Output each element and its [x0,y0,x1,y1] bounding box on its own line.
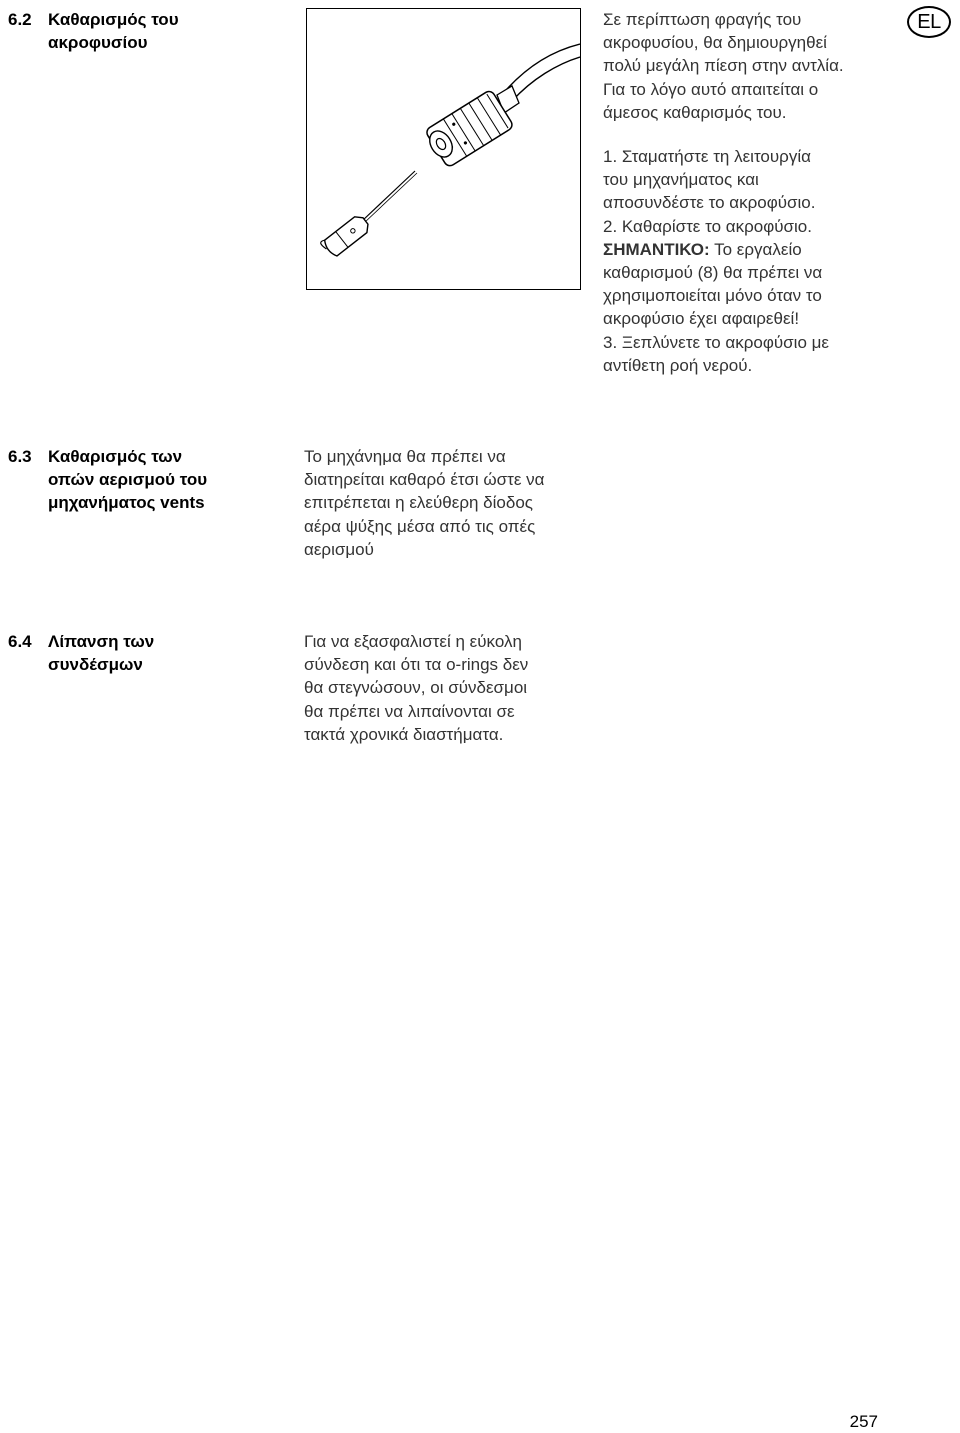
text-line: θα πρέπει να λιπαίνονται σε [304,701,515,721]
title-line: Καθαρισμός του [48,10,179,29]
step-line: αποσυνδέστε το ακροφύσιο. [603,193,816,213]
section-title [48,445,248,514]
step-line: 3. Ξεπλύνετε το ακροφύσιο με [603,332,829,352]
step-line: του μηχανήματος και [603,170,759,190]
text-line: επιτρέπεται η ελεύθερη δίοδος [304,493,533,513]
step-line: ακροφύσιο έχει αφαιρεθεί! [603,309,800,329]
text-line: αέρα ψύξης μέσα από τις οπές [304,516,536,536]
title-line: μηχανήματος vents [48,493,205,512]
step-line: αντίθετη ροή νερού. [603,355,753,375]
section-6-4-body [304,630,624,746]
section-title [48,8,248,54]
section-6-3-body [304,445,624,561]
step-line: 1. Σταματήστε τη λειτουργία [603,147,811,166]
section-title [48,630,248,676]
title-line: οπών αερισμού του [48,470,208,489]
text-line: διατηρείται καθαρό έτσι ώστε να [304,470,545,490]
title-line: συνδέσμων [48,655,143,674]
section-6-2-intro [603,8,903,124]
nozzle-cleaning-figure [306,8,581,290]
text-line: πολύ μεγάλη πίεση στην αντλία. [603,56,844,76]
text-line: σύνδεση και ότι τα o-rings δεν [304,655,529,675]
step-line: καθαρισμού (8) θα πρέπει να [603,263,823,283]
section-number: 6.3 [8,447,32,466]
important-text: Το εργαλείο [709,239,802,259]
language-badge: EL [907,6,951,38]
text-line: ακροφυσίου, θα δημιουργηθεί [603,33,827,53]
text-line: άμεσος καθαρισμός του. [603,102,787,122]
section-number: 6.2 [8,10,32,29]
text-line: Το μηχάνημα θα πρέπει να [304,447,506,466]
title-line: Λίπανση των [48,632,155,651]
nozzle-illustration [307,9,580,289]
title-line: Καθαρισμός των [48,447,183,466]
step-line: χρησιμοποιείται μόνο όταν το [603,286,822,306]
important-label: ΣΗΜΑΝΤΙΚΟ: [603,239,710,259]
section-6-2-steps [603,145,933,377]
section-number: 6.4 [8,632,32,651]
text-line: Σε περίπτωση φραγής του [603,10,802,29]
text-line: θα στεγνώσουν, οι σύνδεσμοι [304,678,528,698]
text-line: αερισμού [304,539,374,559]
step-line: 2. Καθαρίστε το ακροφύσιο. [603,216,812,236]
section-6-4-heading [8,630,268,674]
text-line: Για να εξασφαλιστεί η εύκολη [304,632,522,651]
important-line [603,238,933,261]
section-6-3-heading [8,445,268,512]
section-6-2-heading [8,8,268,52]
text-line: Για το λόγο αυτό απαιτείται ο [603,79,819,99]
text-line: τακτά χρονικά διαστήματα. [304,724,504,744]
title-line: ακροφυσίου [48,33,148,52]
page-number: 257 [849,1412,878,1431]
